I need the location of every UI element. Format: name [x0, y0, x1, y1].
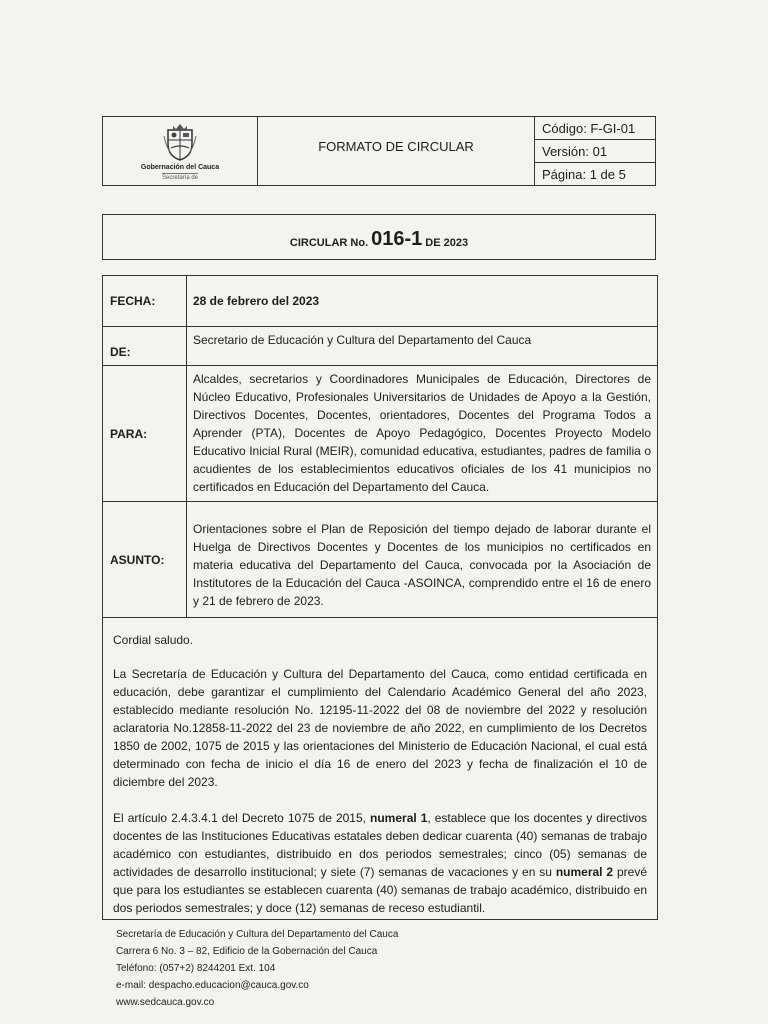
- document-header: [102, 116, 656, 186]
- para-label: PARA:: [103, 366, 187, 501]
- asunto-row: [103, 502, 657, 618]
- logo-cell: [103, 117, 258, 185]
- de-label: DE:: [103, 327, 187, 365]
- footer-email: e-mail: despacho.educacion@cauca.gov.co: [116, 980, 309, 991]
- paragraph-2-part: prevé que para los estudiantes se establecen cuarenta (40) semanas de trabajo académico, distribuido en dos periodos semestrales; y doce (12) semanas de receso estudiantil.: [113, 865, 647, 915]
- form-version: Versión: 01: [535, 140, 655, 163]
- coat-of-arms-logo: [162, 122, 198, 162]
- numeral-2-bold: numeral 2: [555, 865, 614, 879]
- page-number: Página: 1 de 5: [542, 166, 626, 182]
- para-row: [103, 366, 657, 502]
- asunto-value: Orientaciones sobre el Plan de Reposición del tiempo dejado de laborar durante el Huelga de Directivos Docentes y Docentes de los municipios no certificados en materia educativa del Departamento del Cauca, convocada por la Asociación de Institutores de la Educación del Cauca -ASOINCA, comprendido entre el 16 de enero y 21 de febrero de 2023.: [193, 522, 651, 608]
- paragraph-1: La Secretaría de Educación y Cultura del Departamento del Cauca, como entidad certificada en educación, debe garantizar el cumplimiento del Calendario Académico General del año 2023, establecido mediante resolución No. 12195-11-2022 del 08 de noviembre del 2022 y resolución aclaratoria No.12858-11-2022 del 23 de noviembre de año 2022, en cumplimiento de los Decretos 1850 de 2002, 1075 de 2015 y las orientaciones del Ministerio de Educación Nacional, el cual está determinado con fecha de inicio el día 16 de enero del 2023 y fecha de finalización el 10 de diciembre del 2023.: [113, 667, 647, 789]
- de-row: [103, 327, 657, 366]
- circular-prefix: CIRCULAR No.: [289, 237, 369, 249]
- asunto-label: ASUNTO:: [103, 502, 187, 617]
- logo-name: Gobernación del Cauca: [140, 163, 220, 171]
- footer-org: Secretaría de Educación y Cultura del Departamento del Cauca: [116, 929, 399, 940]
- form-code: Código: F-GI-01: [535, 117, 655, 140]
- circular-number: 016-1: [371, 228, 423, 250]
- footer-address: Carrera 6 No. 3 – 82, Edificio de la Gobernación del Cauca: [116, 946, 378, 957]
- paragraph-2-part: El artículo 2.4.3.4.1 del Decreto 1075 de 2015,: [113, 811, 371, 825]
- circular-number-box: [102, 214, 656, 260]
- fecha-value: 28 de febrero del 2023: [193, 294, 320, 308]
- numeral-1-bold: numeral 1: [370, 811, 428, 825]
- circular-body: [102, 613, 658, 920]
- greeting: Cordial saludo.: [113, 633, 194, 647]
- fecha-row: [103, 276, 657, 327]
- circular-year: DE 2023: [425, 237, 469, 249]
- fecha-label: FECHA:: [103, 276, 187, 326]
- form-title: FORMATO DE CIRCULAR: [258, 117, 535, 185]
- circular-details-table: [102, 275, 658, 618]
- de-value: Secretario de Educación y Cultura del Departamento del Cauca: [193, 333, 532, 347]
- code-cell: [535, 117, 655, 185]
- paragraph-2-part: , establece que los docentes y directivos docentes de las Instituciones Educativas estatales deben dedicar cuarenta (40) semanas de trabajo académico con estudiantes, distribuido en dos periodos semestrales; cinco (05) semanas de actividades de desarrollo institucional; y siete (7) semanas de vacaciones y en su: [113, 811, 647, 879]
- logo-subtitle: Secretaría de: [161, 174, 199, 181]
- footer-phone: Teléfono: (057+2) 8244201 Ext. 104: [116, 963, 276, 974]
- para-value: Alcaldes, secretarios y Coordinadores Municipales de Educación, Directores de Núcleo Educativo, Profesionales Universitarios de Unidades de Apoyo a la Gestión, Directivos Docentes, Docentes, orientadores, Docentes del Programa Todos a Aprender (PTA), Docentes de Apoyo Pedagógico, Docentes Proyecto Modelo Educativo Inicial Rural (MEIR), comunidad educativa, estudiantes, padres de familia o acudientes de los establecimientos educativos oficiales de los 41 municipios no certificados en Educación del Departamento del Cauca.: [193, 372, 651, 494]
- footer-contact: [116, 926, 398, 1011]
- footer-website: www.sedcauca.gov.co: [116, 997, 215, 1008]
- paragraph-2: [113, 809, 647, 917]
